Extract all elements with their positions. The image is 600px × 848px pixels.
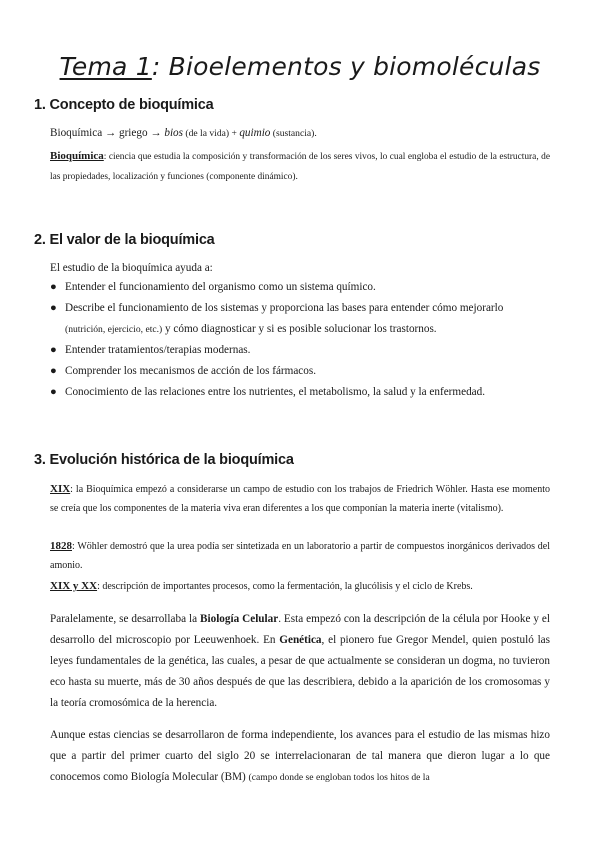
section-1-heading: 1. Concepto de bioquímica xyxy=(34,97,214,113)
1828-paragraph: 1828: Wöhler demostró que la urea podía ser sintetizada en un laboratorio a partir de compuestos inorgánicos derivados del amonio. xyxy=(50,540,550,571)
list-item: ● Conocimiento de las relaciones entre los nutrientes, el metabolismo, la salud y la enfermedad. xyxy=(50,386,486,398)
xix-paragraph: XIX: la Bioquímica empezó a considerarse un campo de estudio con los trabajos de Friedrich Wöhler. Hasta ese momento se creía que los componentes de la materia viva eran diferentes a los que componían la materia inerte (vitalismo). xyxy=(50,483,550,514)
title-topic: Tema 1 xyxy=(59,52,152,81)
cell-biology-paragraph: Paralelamente, se desarrollaba la Biología Celular. Esta empezó con la descripción de la célula por Hooke y el desarrollo del microscopio por Leeuwenhoek. En Genética, el pionero fue Gregor Mendel, quien postuló las leyes fundamentales de la genética, las cuales, a pesar de que actualmente se consideran un dogma, no tuvieron eco hasta su muerte, más de 30 años después de que las describiera, debido a la aparición de los cromosomas y la teoría cromosómica de la herencia. xyxy=(50,613,550,709)
benefits-list xyxy=(50,277,550,403)
list-item: ● Comprender los mecanismos de acción de los fármacos. xyxy=(50,365,317,377)
xix-xx-term: XIX y XX xyxy=(50,580,98,592)
title-rest: : Bioelementos y biomoléculas xyxy=(151,52,541,81)
definition-text: : ciencia que estudia la composición y transformación de los seres vivos, lo cual engloba el estudio de la estructura, de las propiedades, localización y funciones (componente dinámico). xyxy=(50,152,550,182)
definition-paragraph xyxy=(50,146,550,187)
document-title xyxy=(0,52,600,81)
etymology-line: Bioquímica → griego → bios (de la vida) + quimio (sustancia). xyxy=(50,127,317,139)
section-2-heading: 2. El valor de la bioquímica xyxy=(34,232,215,248)
definition-term: Bioquímica xyxy=(50,150,104,162)
molecular-biology-paragraph: Aunque estas ciencias se desarrollaron de forma independiente, los avances para el estudio de las mismas hizo que a partir del primer cuarto del siglo 20 se interrelacionaran de tal manera que dieron lugar a lo que conocemos como Biología Molecular (BM) (campo donde se engloban todos los hitos de la xyxy=(50,729,550,783)
list-item: ● Entender el funcionamiento del organismo como un sistema químico. xyxy=(50,281,376,293)
section-3-heading: 3. Evolución histórica de la bioquímica xyxy=(34,452,294,468)
xix-xx-paragraph: XIX y XX: descripción de importantes procesos, como la fermentación, la glucólisis y el ciclo de Krebs. xyxy=(50,580,473,592)
xix-term: XIX xyxy=(50,483,71,495)
list-item: ● Entender tratamientos/terapias modernas. xyxy=(50,344,251,356)
1828-term: 1828 xyxy=(50,540,72,552)
section-2-intro: El estudio de la bioquímica ayuda a: xyxy=(50,262,213,274)
list-item: ● Describe el funcionamiento de los sistemas y proporciona las bases para entender cómo mejorarlo (nutrición, ejercicio, etc.) y cómo diagnosticar y si es posible solucionar los trastornos. xyxy=(50,302,504,335)
